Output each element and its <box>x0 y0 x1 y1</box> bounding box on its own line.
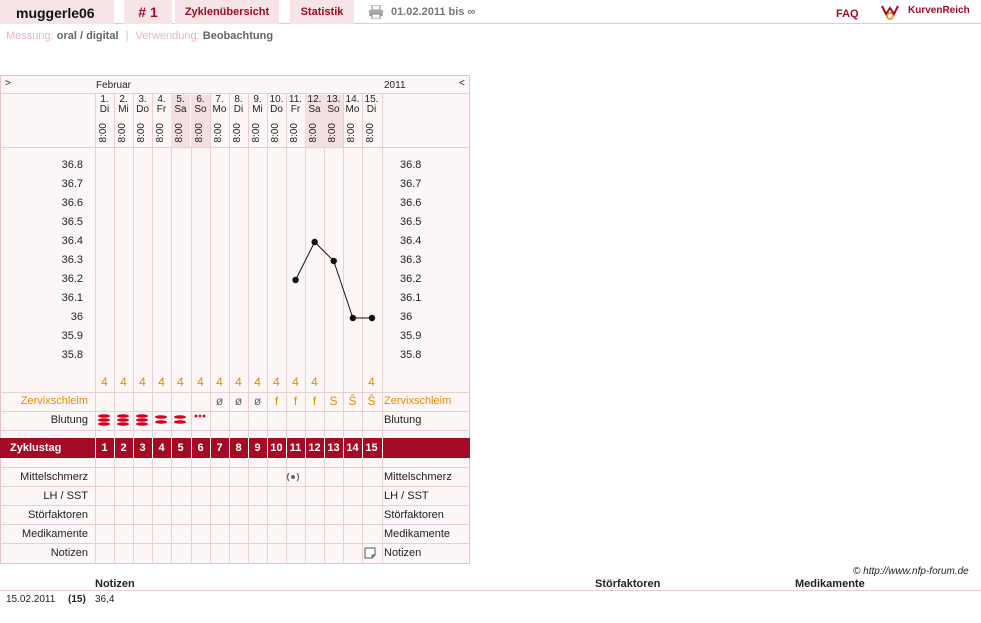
cycle-day-number: 12 <box>308 442 321 454</box>
day-weekday: Di <box>366 104 377 115</box>
temperature-point <box>331 258 337 264</box>
day-date: 3. <box>138 94 147 105</box>
cycle-day-number: 7 <box>216 442 223 454</box>
cycle-bar-separator <box>305 438 306 458</box>
bleeding-strong-icon <box>135 414 149 426</box>
notes-divider <box>0 590 981 591</box>
bleeding-label-right: Blutung <box>384 414 422 426</box>
next-cycle-button[interactable]: < <box>459 78 465 89</box>
measure-marker: 4 <box>158 375 165 389</box>
day-date: 12. <box>307 94 322 105</box>
day-time: 8:00 <box>117 123 128 143</box>
day-date: 5. <box>176 94 185 105</box>
cycle-day-number: 11 <box>289 442 302 454</box>
cycle-bar-separator <box>382 438 383 458</box>
y-tick-label-right: 36.2 <box>400 273 422 285</box>
day-date: 1. <box>100 94 109 105</box>
y-tick-label-left: 35.9 <box>61 330 83 342</box>
y-tick-label-left: 36.3 <box>61 254 83 266</box>
day-weekday: Mo <box>345 104 360 115</box>
cycle-day-number: 14 <box>346 442 359 454</box>
notes-column-header: Notizen <box>95 578 135 590</box>
cycle-day-number: 3 <box>139 442 146 454</box>
measure-marker: 4 <box>235 375 242 389</box>
day-weekday: Fr <box>156 104 167 115</box>
measure-marker: 4 <box>177 375 184 389</box>
temperature-line <box>296 242 372 318</box>
measure-marker: 4 <box>254 375 261 389</box>
cycle-bar-separator <box>229 438 230 458</box>
day-date: 4. <box>157 94 166 105</box>
day-weekday: Do <box>270 104 283 115</box>
cycle-bar-separator <box>343 438 344 458</box>
note-icon[interactable] <box>364 547 376 559</box>
lh-label-right: LH / SST <box>384 490 429 502</box>
day-time: 8:00 <box>213 123 224 143</box>
cycle-bar-separator <box>324 438 325 458</box>
day-weekday: Di <box>233 104 244 115</box>
lh-label-left: LH / SST <box>43 490 88 502</box>
faq-link[interactable]: FAQ <box>836 8 859 20</box>
measure-marker: 4 <box>292 375 299 389</box>
cycle-bar-separator <box>267 438 268 458</box>
cycle-bar-separator <box>362 438 363 458</box>
y-tick-label-right: 36.8 <box>400 159 422 171</box>
logo-text[interactable]: KurvenReich <box>908 5 970 16</box>
zervix-marker: ø <box>215 394 224 408</box>
measure-marker: 4 <box>139 375 146 389</box>
y-tick-label-left: 36.8 <box>61 159 83 171</box>
y-tick-label-left: 36 <box>70 311 83 323</box>
day-weekday: Mi <box>118 104 129 115</box>
zervix-label-left: Zervixschleim <box>20 395 88 407</box>
day-weekday: So <box>194 104 207 115</box>
stoer-label-right: Störfaktoren <box>384 509 444 521</box>
y-tick-label-left: 36.1 <box>61 292 83 304</box>
cycle-day-label: Zyklustag <box>10 442 62 454</box>
cycle-day-number: 8 <box>235 442 242 454</box>
measurement-info: Messung: oral / digital | Verwendung: Beobachtung <box>6 30 274 42</box>
day-date: 11. <box>288 94 303 105</box>
measure-marker: 4 <box>311 375 318 389</box>
medi-label-right: Medikamente <box>384 528 451 540</box>
temperature-point <box>311 239 317 245</box>
cycle-day-number: 13 <box>327 442 340 454</box>
temperature-point <box>292 277 298 283</box>
day-date: 15. <box>364 94 379 105</box>
day-time: 8:00 <box>270 123 281 143</box>
cycle-day-number: 9 <box>254 442 261 454</box>
day-time: 8:00 <box>98 123 109 143</box>
cycle-bar-separator <box>171 438 172 458</box>
bleeding-strong-icon <box>97 414 111 426</box>
day-date: 8. <box>234 94 243 105</box>
prev-cycle-button[interactable]: > <box>5 78 11 89</box>
bleeding-strong-icon <box>116 414 130 426</box>
measure-value: oral / digital <box>56 30 119 42</box>
day-date: 6. <box>196 94 205 105</box>
y-tick-label-right: 36.1 <box>400 292 422 304</box>
month-label: Februar <box>96 80 132 91</box>
day-weekday: Fr <box>290 104 301 115</box>
cycle-day-number: 10 <box>270 442 283 454</box>
zervix-marker: S <box>329 394 338 408</box>
medi-column-header: Medikamente <box>795 578 865 590</box>
day-weekday: Do <box>136 104 149 115</box>
cycle-day-number: 6 <box>197 442 204 454</box>
cycle-day-number: 4 <box>158 442 165 454</box>
notes-label-right: Notizen <box>384 547 422 559</box>
medi-label-left: Medikamente <box>21 528 88 540</box>
cycle-bar-separator <box>152 438 153 458</box>
day-time: 8:00 <box>155 123 166 143</box>
tab-cycle-overview[interactable]: Zyklenübersicht <box>175 0 279 24</box>
day-time: 8:00 <box>365 123 376 143</box>
notes-label-left: Notizen <box>50 547 88 559</box>
measure-marker: 4 <box>101 375 108 389</box>
cycle-day-number: 2 <box>120 442 127 454</box>
note-cycle-day: (15) <box>68 594 86 605</box>
stoer-column-header: Störfaktoren <box>595 578 661 590</box>
day-date: 2. <box>119 94 128 105</box>
measure-marker: 4 <box>120 375 127 389</box>
day-weekday: Sa <box>308 104 321 115</box>
day-time: 8:00 <box>232 123 243 143</box>
day-date: 13. <box>326 94 341 105</box>
day-weekday: Mi <box>252 104 263 115</box>
y-tick-label-right: 36.7 <box>400 178 422 190</box>
day-time: 8:00 <box>327 123 338 143</box>
mittelschmerz-label-right: Mittelschmerz <box>384 471 452 483</box>
measure-marker: 4 <box>368 375 375 389</box>
zervix-marker: ø <box>253 394 262 408</box>
cycle-day-bar <box>0 438 470 458</box>
mittelschmerz-icon[interactable] <box>286 470 300 484</box>
cycle-day-number: 1 <box>101 442 108 454</box>
y-tick-label-left: 36.7 <box>61 178 83 190</box>
zervix-label-right: Zervixschleim <box>384 395 452 407</box>
y-tick-label-left: 36.5 <box>61 216 83 228</box>
cycle-bar-separator <box>210 438 211 458</box>
cycle-bar-separator <box>133 438 134 458</box>
zervix-marker: ø <box>234 394 243 408</box>
cycle-bar-separator <box>114 438 115 458</box>
day-time: 8:00 <box>251 123 262 143</box>
zervix-marker: Ŝ <box>367 394 376 408</box>
date-range: 01.02.2011 bis ∞ <box>391 6 476 18</box>
y-tick-label-right: 36.5 <box>400 216 422 228</box>
cycle-bar-separator <box>95 438 96 458</box>
bleeding-strong-icon <box>173 414 187 426</box>
measure-marker: 4 <box>197 375 204 389</box>
cycle-bar-separator <box>248 438 249 458</box>
year-label: 2011 <box>384 80 406 91</box>
stoer-label-left: Störfaktoren <box>28 509 88 521</box>
day-time: 8:00 <box>346 123 357 143</box>
copyright: © http://www.nfp-forum.de <box>853 566 969 577</box>
cycle-number-tab[interactable]: # 1 <box>124 0 172 24</box>
note-date: 15.02.2011 <box>6 594 56 605</box>
tab-statistics[interactable]: Statistik <box>290 0 354 24</box>
bleeding-spotting-icon <box>193 413 207 419</box>
mittelschmerz-label-left: Mittelschmerz <box>20 471 88 483</box>
day-time: 8:00 <box>174 123 185 143</box>
cycle-day-number: 15 <box>365 442 378 454</box>
y-tick-label-right: 35.9 <box>400 330 422 342</box>
zervix-marker: Ŝ <box>348 394 357 408</box>
y-tick-label-left: 36.2 <box>61 273 83 285</box>
zervix-marker: f <box>312 394 317 408</box>
day-weekday: Sa <box>174 104 187 115</box>
y-tick-label-right: 36.6 <box>400 197 422 209</box>
measure-marker: 4 <box>273 375 280 389</box>
y-tick-label-left: 36.6 <box>61 197 83 209</box>
day-date: 14. <box>345 94 360 105</box>
day-date: 7. <box>215 94 224 105</box>
usage-value: Beobachtung <box>202 30 274 42</box>
cycle-day-number: 5 <box>177 442 184 454</box>
y-tick-label-right: 36.3 <box>400 254 422 266</box>
usage-label: Verwendung: <box>135 30 200 42</box>
cycle-bar-separator <box>286 438 287 458</box>
measure-marker: 4 <box>216 375 223 389</box>
day-weekday: Mo <box>212 104 227 115</box>
day-time: 8:00 <box>308 123 319 143</box>
day-weekday: Di <box>99 104 110 115</box>
zervix-marker: f <box>274 394 279 408</box>
y-tick-label-right: 36 <box>400 311 413 323</box>
day-weekday: So <box>327 104 340 115</box>
y-tick-label-right: 36.4 <box>400 235 422 247</box>
temperature-point <box>350 315 356 321</box>
note-text: 36,4 <box>95 594 115 605</box>
day-time: 8:00 <box>194 123 205 143</box>
day-date: 9. <box>253 94 262 105</box>
y-tick-label-right: 35.8 <box>400 349 422 361</box>
bleeding-label-left: Blutung <box>50 414 88 426</box>
measure-label: Messung: <box>6 30 54 42</box>
day-date: 10. <box>269 94 284 105</box>
y-tick-label-left: 35.8 <box>61 349 83 361</box>
temperature-point <box>369 315 375 321</box>
bleeding-strong-icon <box>154 414 168 426</box>
y-tick-label-left: 36.4 <box>61 235 83 247</box>
zervix-marker: f <box>293 394 298 408</box>
cycle-bar-separator <box>191 438 192 458</box>
day-time: 8:00 <box>289 123 300 143</box>
username: muggerle06 <box>0 0 114 24</box>
day-time: 8:00 <box>136 123 147 143</box>
